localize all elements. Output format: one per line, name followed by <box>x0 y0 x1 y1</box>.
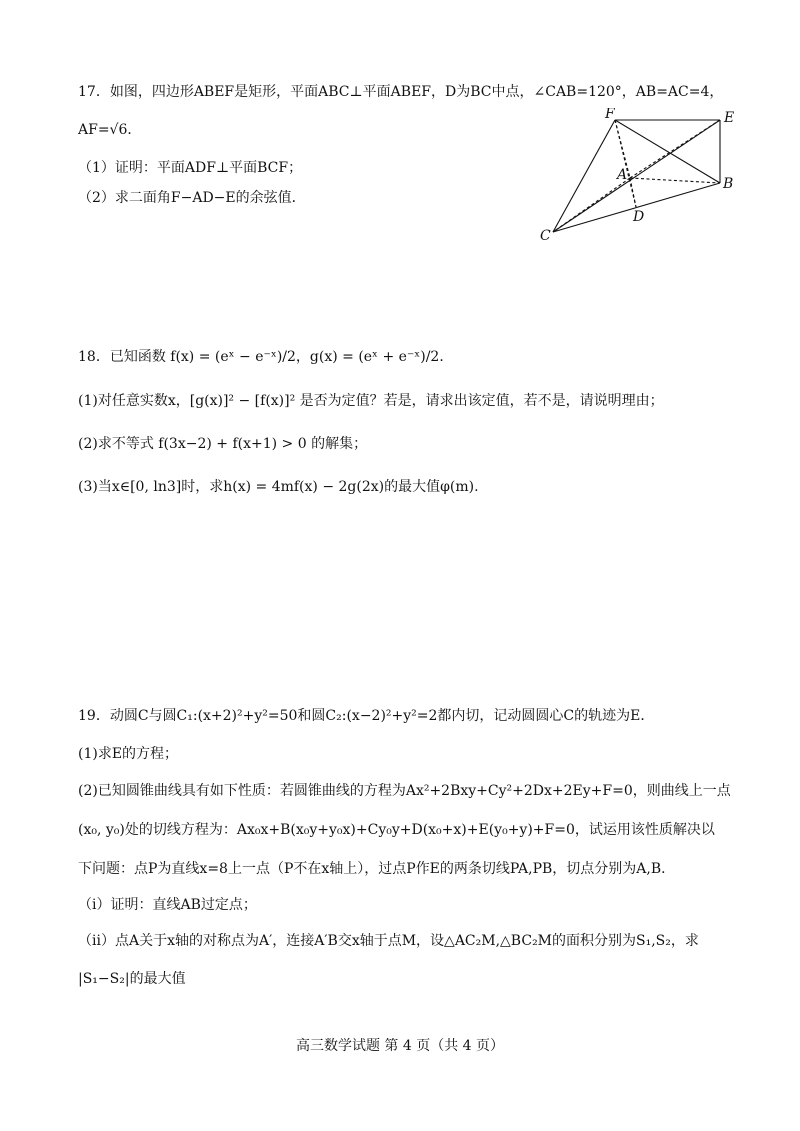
q19-line1: 19．动圆C与圆C₁:(x+2)²+y²=50和圆C₂:(x−2)²+y²=2都内切，记动圆圆心C的轨迹为E． <box>78 708 655 724</box>
edge-FD <box>615 120 636 207</box>
edge-AB <box>630 178 720 183</box>
q18-part1: (1)对任意实数x，[g(x)]² − [f(x)]² 是否为定值？若是，请求出该定值，若不是，请说明理由； <box>78 393 664 409</box>
q19-sub1: （i）证明：直线AB过定点； <box>78 897 257 913</box>
label-A: A <box>617 167 628 183</box>
label-B: B <box>723 176 734 192</box>
q17-line1: 17．如图，四边形ABEF是矩形，平面ABC⊥平面ABEF，D为BC中点，∠CAB=120°，AB=AC=4， <box>78 84 724 100</box>
q19-part1: (1)求E的方程； <box>78 746 179 762</box>
label-C: C <box>540 228 551 244</box>
page-footer: 高三数学试题 第 4 页（共 4 页） <box>295 1038 505 1054</box>
q17-line2: AF=√6． <box>78 122 142 138</box>
label-F: F <box>605 108 615 122</box>
q19-sub2a: （ii）点A关于x轴的对称点为A′，连接A′B交x轴于点M，设△AC₂M,△BC₂M的面积分别为S₁,S₂，求 <box>78 933 699 949</box>
q18-part3: (3)当x∈[0, ln3]时，求h(x) = 4mf(x) − 2g(2x)的最大值φ(m). <box>78 479 479 495</box>
q18-line1: 18．已知函数 f(x) = (eˣ − e⁻ˣ)/2，g(x) = (eˣ + e⁻ˣ)/2． <box>78 349 454 365</box>
label-D: D <box>633 209 645 225</box>
geometry-figure <box>535 108 750 248</box>
q17-part1: （1）证明：平面ADF⊥平面BCF； <box>78 160 303 176</box>
q19-part2a: (2)已知圆锥曲线具有如下性质：若圆锥曲线的方程为Ax²+2Bxy+Cy²+2Dx+2Ey+F=0，则曲线上一点 <box>78 783 731 799</box>
edge-AC <box>553 178 630 232</box>
q18-part2: (2)求不等式 f(3x−2) + f(x+1) > 0 的解集； <box>78 436 368 452</box>
q19-part2c: 下问题：点P为直线x=8上一点（P不在x轴上），过点P作E的两条切线PA,PB，切点分别为A,B． <box>78 861 676 877</box>
q19-sub2b: |S₁−S₂|的最大值 <box>78 971 186 987</box>
q19-part2b: (x₀, y₀)处的切线方程为：Ax₀x+B(x₀y+y₀x)+Cy₀y+D(x₀+x)+E(y₀+y)+F=0，试运用该性质解决以 <box>78 822 715 838</box>
label-E: E <box>724 110 735 126</box>
edge-FB <box>615 120 720 183</box>
q17-part2: （2）求二面角F−AD−E的余弦值． <box>78 190 306 206</box>
edge-FC <box>553 120 615 232</box>
